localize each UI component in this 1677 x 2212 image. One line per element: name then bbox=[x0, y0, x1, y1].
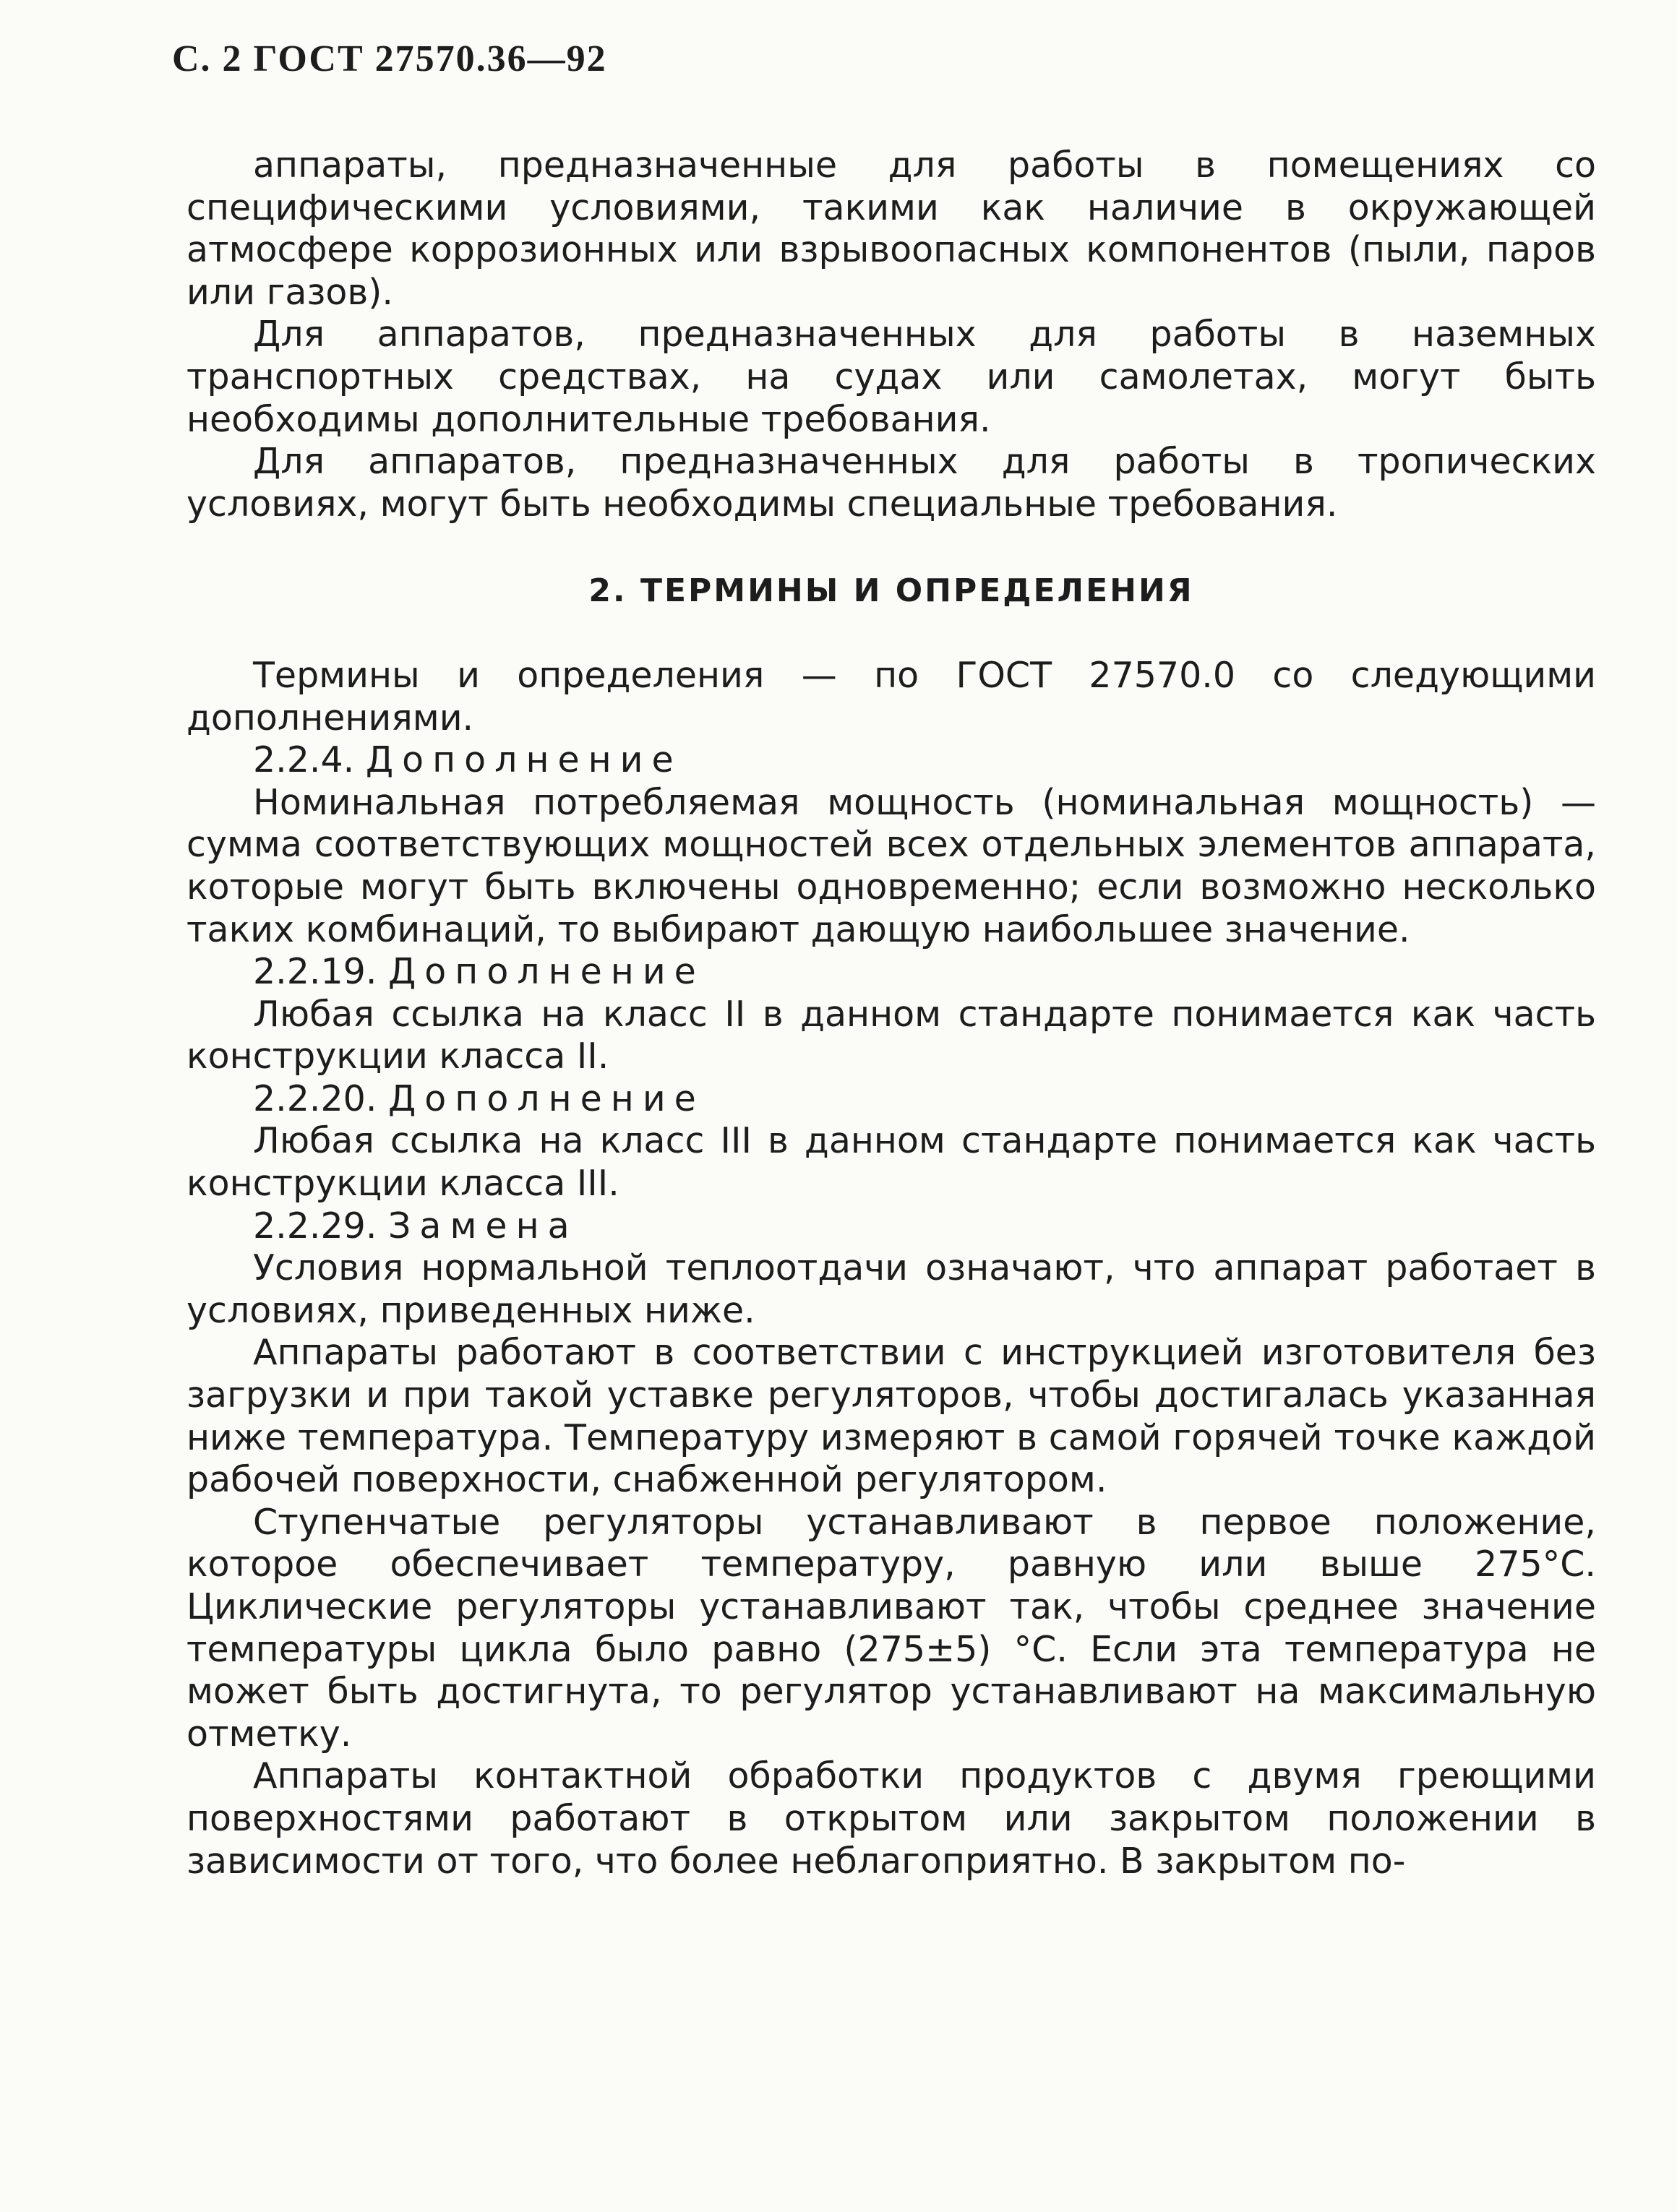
paragraph-transport-requirements: Для аппаратов, предназначенных для работы в наземных транспортных средствах, на судах или самолетах, могут быть необходимы дополнительные требования. bbox=[186, 314, 1596, 440]
clause-heading-2-2-19 bbox=[186, 951, 1596, 994]
clause-text-2-2-29-a: Условия нормальной теплоотдачи означают, что аппарат работает в условиях, приведенных ниже. bbox=[186, 1247, 1596, 1331]
paragraph-scope-specific-conditions: аппараты, предназначенные для работы в помещениях со специфическими условиями, такими как наличие в окружающей атмосфере коррозионных или взрывоопасных компонентов (пыли, паров или газов). bbox=[186, 145, 1596, 313]
clause-number: 2.2.4. bbox=[253, 739, 355, 781]
clause-type: Замена bbox=[388, 1205, 578, 1247]
clause-number: 2.2.20. bbox=[253, 1077, 377, 1119]
clause-type: Дополнение bbox=[365, 739, 682, 781]
clause-type: Дополнение bbox=[388, 951, 705, 993]
section-intro: Термины и определения — по ГОСТ 27570.0 со следующими дополнениями. bbox=[186, 654, 1596, 739]
clause-text-2-2-29-d: Аппараты контактной обработки продуктов с двумя греющими поверхностями работают в открытом или закрытом положении в зависимости от того, что более неблагоприятно. В закрытом по- bbox=[186, 1755, 1596, 1882]
clause-text-2-2-29-b: Аппараты работают в соответствии с инструкцией изготовителя без загрузки и при такой уставке регуляторов, чтобы достигалась указанная ниже температура. Температуру измеряют в самой горячей точке каждой рабочей поверхности, снабженной регулятором. bbox=[186, 1332, 1596, 1501]
document-body bbox=[186, 145, 1596, 1882]
clause-heading-2-2-29 bbox=[186, 1205, 1596, 1248]
clause-text-2-2-19: Любая ссылка на класс II в данном стандарте понимается как часть конструкции класса II. bbox=[186, 993, 1596, 1077]
clause-text-2-2-20: Любая ссылка на класс III в данном стандарте понимается как часть конструкции класса III. bbox=[186, 1120, 1596, 1205]
page-header: С. 2 ГОСТ 27570.36—92 bbox=[172, 38, 607, 79]
clause-heading-2-2-4 bbox=[186, 739, 1596, 782]
section-title: 2. ТЕРМИНЫ И ОПРЕДЕЛЕНИЯ bbox=[588, 572, 1194, 610]
clause-type: Дополнение bbox=[388, 1077, 705, 1119]
clause-number: 2.2.19. bbox=[253, 951, 377, 993]
paragraph-tropical-requirements: Для аппаратов, предназначенных для работы в тропических условиях, могут быть необходимы специальные требования. bbox=[186, 441, 1596, 525]
clause-heading-2-2-20 bbox=[186, 1078, 1596, 1121]
clause-text-2-2-4: Номинальная потребляемая мощность (номинальная мощность) — сумма соответствующих мощностей всех отдельных элементов аппарата, которые могут быть включены одновременно; если возможно несколько таких комбинаций, то выбирают дающую наибольшее значение. bbox=[186, 781, 1596, 950]
clause-text-2-2-29-c: Ступенчатые регуляторы устанавливают в первое положение, которое обеспечивает температуру, равную или выше 275°С. Циклические регуляторы устанавливают так, чтобы среднее значение температуры цикла было равно (275±5) °С. Если эта температура не может быть достигнута, то регулятор устанавливают на максимальную отметку. bbox=[186, 1501, 1596, 1755]
clause-number: 2.2.29. bbox=[253, 1205, 377, 1247]
